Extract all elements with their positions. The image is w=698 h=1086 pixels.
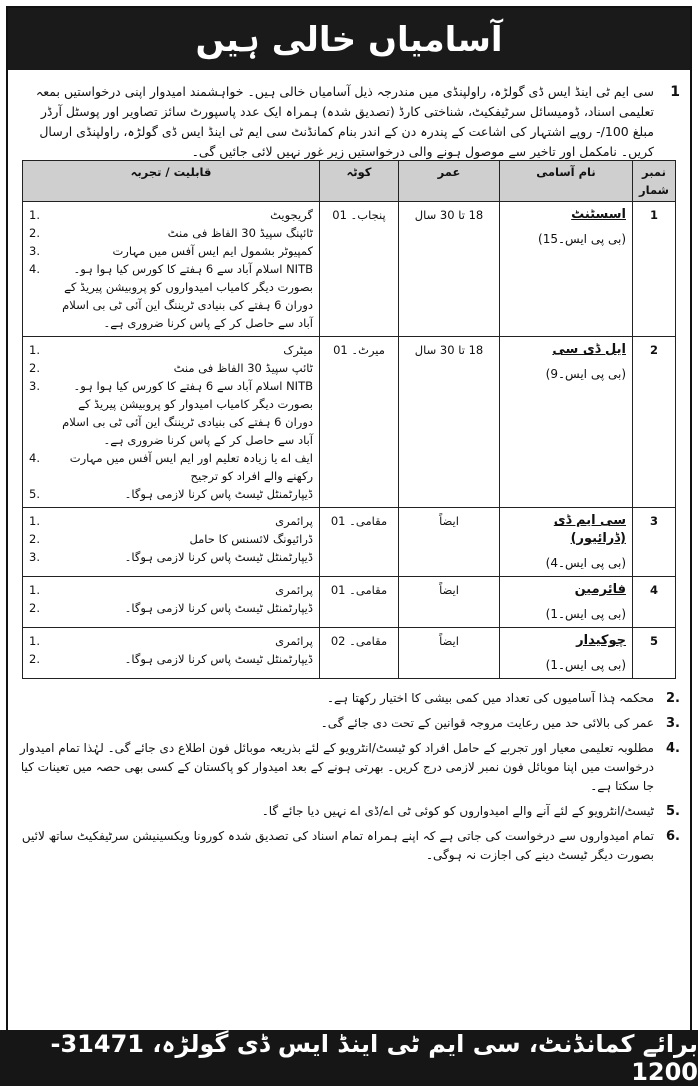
header-quota: کوٹہ <box>320 161 399 202</box>
note-number: 5. <box>666 804 680 819</box>
qualification-number: 2. <box>29 226 40 240</box>
qualification-text: NITB اسلام آباد سے 6 ہفتے کا کورس کیا ہوا ہو۔ بصورت دیگر کامیاب امیدواروں کو پروبیشن پیریڈ کے دوران 6 ہفتے کی بنیادی ٹریننگ این آئی ٹی بی اسلام آباد سے حاصل کر کے پاس کرنا ضروری ہے۔ <box>62 262 313 330</box>
qualification-text: ڈیپارٹمنٹل ٹیسٹ پاس کرنا لازمی ہوگا۔ <box>124 487 313 501</box>
qualification-cell <box>23 337 320 508</box>
qualification-item <box>29 359 313 377</box>
qualification-text: ایف اے یا زیادہ تعلیم اور ایم ایس آفس میں مہارت رکھنے والے افراد کو ترجیح <box>69 451 313 483</box>
age-cell: ایضاً <box>399 577 500 628</box>
post-scale: (بی پی ایس۔15) <box>538 232 626 246</box>
qualification-text: ڈیپارٹمنٹل ٹیسٹ پاس کرنا لازمی ہوگا۔ <box>124 550 313 564</box>
post-name: فائرمین <box>574 582 626 597</box>
quota-cell: مقامی۔ 01 <box>320 577 399 628</box>
post-cell <box>500 577 633 628</box>
qualification-item <box>29 206 313 224</box>
qualification-item <box>29 449 313 485</box>
note-item <box>14 802 680 821</box>
age-cell: ایضاً <box>399 508 500 577</box>
table-row <box>23 337 676 508</box>
header-post: نام آسامی <box>500 161 633 202</box>
header-age: عمر <box>399 161 500 202</box>
qualification-cell <box>23 577 320 628</box>
qualification-item <box>29 548 313 566</box>
title-banner <box>8 8 690 70</box>
intro-number: 1 <box>670 84 680 100</box>
intro-paragraph <box>22 82 680 162</box>
post-name: چوکیدار <box>576 633 626 648</box>
qualification-number: 4. <box>29 262 40 276</box>
qualification-item <box>29 224 313 242</box>
age-cell: 18 تا 30 سال <box>399 337 500 508</box>
qualification-text: کمپیوٹر بشمول ایم ایس آفس میں مہارت <box>112 244 313 258</box>
qualification-text: ٹائپ سپیڈ 30 الفاظ فی منٹ <box>173 361 313 375</box>
post-scale: (بی پی ایس۔4) <box>545 556 626 570</box>
qualification-item <box>29 581 313 599</box>
notes-list <box>14 689 680 871</box>
post-name: سی ایم ڈی (ڈرائیور) <box>553 513 626 546</box>
note-item <box>14 714 680 733</box>
quota-cell: میرٹ۔ 01 <box>320 337 399 508</box>
qualification-number: 3. <box>29 550 40 564</box>
qualification-text: پرائمری <box>275 634 313 648</box>
qualification-number: 4. <box>29 451 40 465</box>
qualification-item <box>29 377 313 449</box>
note-text: عمر کی بالائی حد میں رعایت مروجہ قوانین کے تحت دی جائے گی۔ <box>320 716 654 730</box>
table-row <box>23 508 676 577</box>
qualification-cell <box>23 202 320 337</box>
note-text: ٹیسٹ/انٹرویو کے لئے آنے والے امیدواروں کو کوئی ٹی اے/ڈی اے نہیں دیا جائے گا۔ <box>261 804 654 818</box>
note-number: 3. <box>666 716 680 731</box>
quota-cell: مقامی۔ 01 <box>320 508 399 577</box>
post-cell <box>500 508 633 577</box>
age-cell: ایضاً <box>399 628 500 679</box>
serial-cell: 2 <box>633 337 676 508</box>
serial-cell: 4 <box>633 577 676 628</box>
qualification-text: ڈیپارٹمنٹل ٹیسٹ پاس کرنا لازمی ہوگا۔ <box>124 652 313 666</box>
qualification-cell <box>23 508 320 577</box>
table-header-row <box>23 161 676 202</box>
table-row <box>23 577 676 628</box>
note-item <box>14 739 680 796</box>
note-number: 2. <box>666 691 680 706</box>
qualification-number: 1. <box>29 583 40 597</box>
post-cell <box>500 202 633 337</box>
header-qualification: قابلیت / تجربہ <box>23 161 320 202</box>
qualification-item <box>29 530 313 548</box>
qualification-item <box>29 650 313 668</box>
post-name: ایل ڈی سی <box>552 342 626 357</box>
post-cell <box>500 628 633 679</box>
qualification-item <box>29 242 313 260</box>
note-item <box>14 689 680 708</box>
note-text: مطلوبہ تعلیمی معیار اور تجربے کے حامل افراد کو ٹیسٹ/انٹرویو کے لئے بذریعہ موبائل فون اطلاع دی جائے گی۔ لہٰذا تمام امیدوار درخواست میں اپنا موبائل فون نمبر لازمی درج کریں۔ بھرتی ہونے کے بعد امیدوار کو پاکستان کے کسی بھی حصہ میں تعینات کیا جا سکتا ہے۔ <box>19 741 654 793</box>
qualification-number: 1. <box>29 514 40 528</box>
qualification-number: 3. <box>29 379 40 393</box>
note-number: 4. <box>666 741 680 756</box>
post-name: اسسٹنٹ <box>571 207 626 222</box>
qualification-number: 2. <box>29 361 40 375</box>
footer-text: برائے کمانڈنٹ، سی ایم ٹی اینڈ ایس ڈی گولڑہ، 31471-1200 <box>50 1030 698 1086</box>
serial-cell: 1 <box>633 202 676 337</box>
qualification-item <box>29 485 313 503</box>
qualification-number: 1. <box>29 634 40 648</box>
table-row <box>23 628 676 679</box>
post-scale: (بی پی ایس۔9) <box>545 367 626 381</box>
qualification-text: پرائمری <box>275 514 313 528</box>
note-text: محکمہ ہٰذا آسامیوں کی تعداد میں کمی بیشی کا اختیار رکھتا ہے۔ <box>326 691 654 705</box>
qualification-text: ڈرائیونگ لائسنس کا حامل <box>189 532 313 546</box>
qualification-text: میٹرک <box>283 343 313 357</box>
post-scale: (بی پی ایس۔1) <box>545 658 626 672</box>
footer-banner <box>0 1030 698 1086</box>
page-title: آسامیاں خالی ہیں <box>195 19 503 60</box>
qualification-number: 3. <box>29 244 40 258</box>
qualification-number: 1. <box>29 343 40 357</box>
quota-cell: پنجاب۔ 01 <box>320 202 399 337</box>
serial-cell: 5 <box>633 628 676 679</box>
qualification-item <box>29 260 313 332</box>
qualification-text: ڈیپارٹمنٹل ٹیسٹ پاس کرنا لازمی ہوگا۔ <box>124 601 313 615</box>
qualification-text: ٹائپنگ سپیڈ 30 الفاظ فی منٹ <box>167 226 313 240</box>
qualification-number: 2. <box>29 652 40 666</box>
table-row <box>23 202 676 337</box>
qualification-text: گریجویٹ <box>270 208 313 222</box>
post-cell <box>500 337 633 508</box>
qualification-item <box>29 341 313 359</box>
note-text: تمام امیدواروں سے درخواست کی جاتی ہے کہ اپنے ہمراہ تمام اسناد کی تصدیق شدہ کورونا ویکسینیشن سرٹیفکیٹ ساتھ لائیں بصورت دیگر ٹیسٹ دینے کی اجازت نہ ہوگی۔ <box>21 829 654 862</box>
qualification-number: 5. <box>29 487 40 501</box>
qualification-text: پرائمری <box>275 583 313 597</box>
intro-text: سی ایم ٹی اینڈ ایس ڈی گولڑہ، راولپنڈی میں مندرجہ ذیل آسامیاں خالی ہیں۔ خواہشمند امیدوار اپنی درخواستیں بمعہ تعلیمی اسناد، ڈومیسائل سرٹیفکیٹ، شناختی کارڈ (تصدیق شدہ) ہمراہ ایک عدد پاسپورٹ سائز تصاویر اور پوسٹل آرڈر مبلغ 100/- روپے اشتہار کی اشاعت کے پندرہ دن کے اندر بنام کمانڈنٹ سی ایم ٹی اینڈ ایس ڈی گولڑہ، راولپنڈی ارسال کریں۔ نامکمل اور تاخیر سے موصول ہونے والی درخواستیں زیر غور نہیں لائی جائیں گی۔ <box>35 84 654 159</box>
qualification-cell <box>23 628 320 679</box>
qualification-number: 2. <box>29 601 40 615</box>
serial-cell: 3 <box>633 508 676 577</box>
qualification-item <box>29 632 313 650</box>
post-scale: (بی پی ایس۔1) <box>545 607 626 621</box>
qualification-text: NITB اسلام آباد سے 6 ہفتے کا کورس کیا ہوا ہو۔ بصورت دیگر کامیاب امیدوار کو پروبیشن پیریڈ کے دوران 6 ہفتے کی بنیادی ٹریننگ این آئی ٹی بی اسلام آباد سے حاصل کر کے پاس کرنا ضروری ہے۔ <box>62 379 313 447</box>
vacancies-table <box>22 160 676 679</box>
qualification-number: 2. <box>29 532 40 546</box>
note-item <box>14 827 680 865</box>
age-cell: 18 تا 30 سال <box>399 202 500 337</box>
qualification-number: 1. <box>29 208 40 222</box>
note-number: 6. <box>666 829 680 844</box>
header-serial: نمبر شمار <box>633 161 676 202</box>
qualification-item <box>29 512 313 530</box>
quota-cell: مقامی۔ 02 <box>320 628 399 679</box>
qualification-item <box>29 599 313 617</box>
